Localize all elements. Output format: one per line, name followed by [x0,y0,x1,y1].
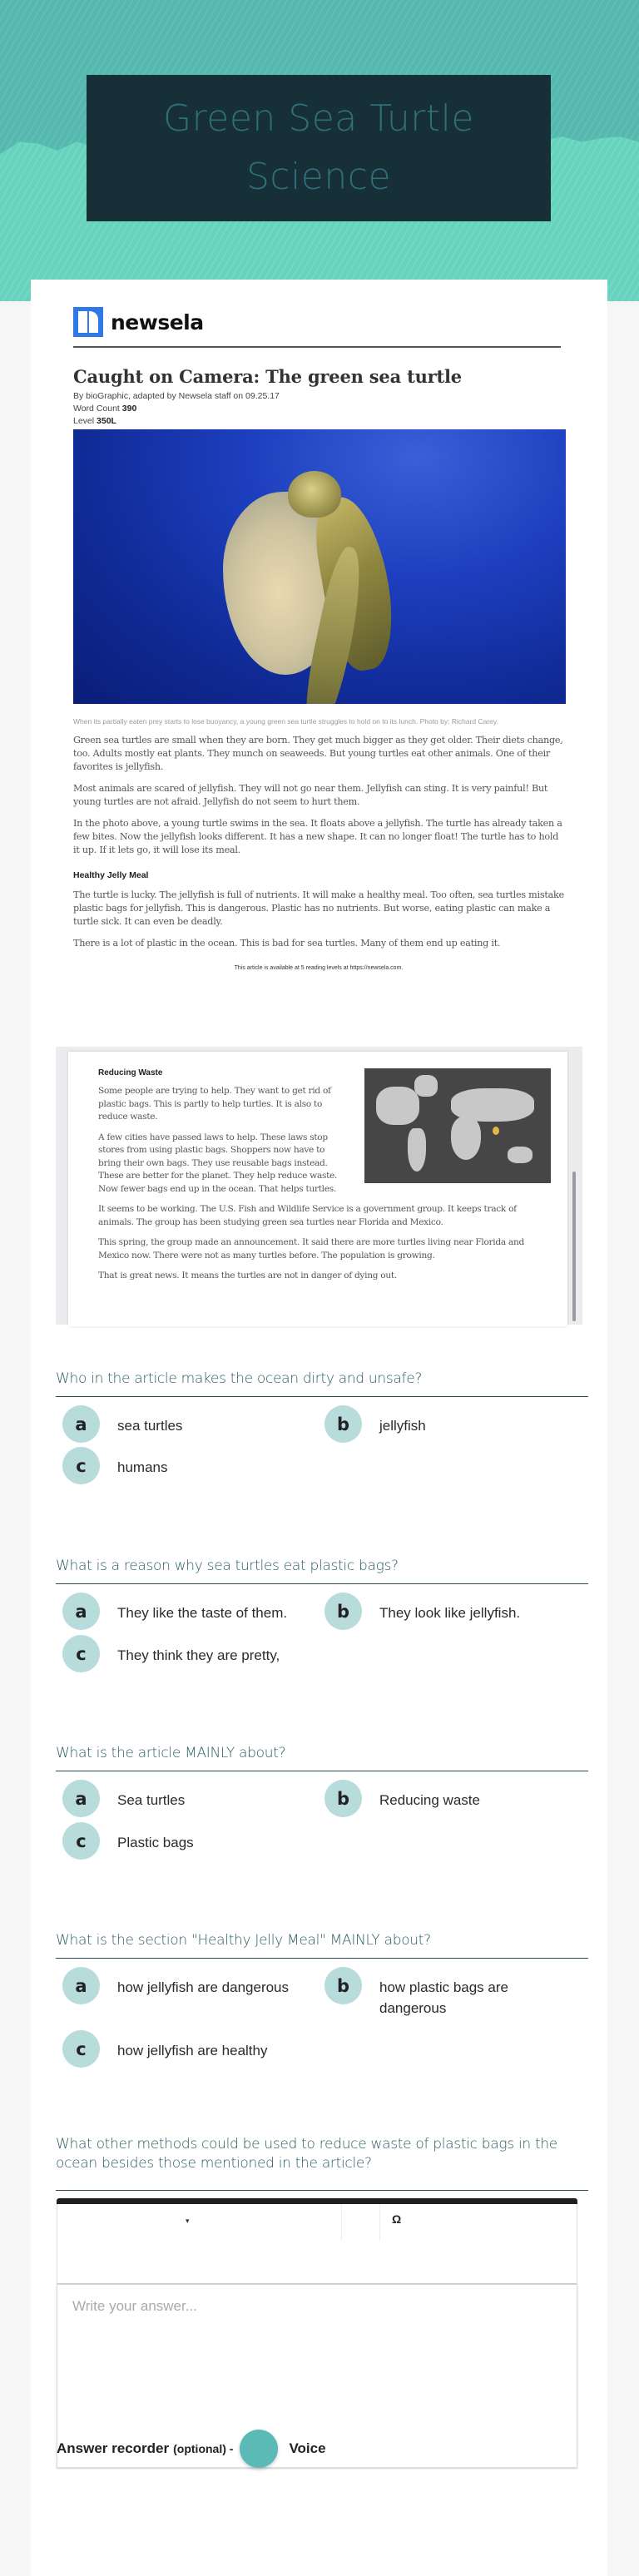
article-meta [73,390,564,428]
option-b[interactable] [324,1967,574,2019]
question-title: What is the section "Healthy Jelly Meal" MAINLY about? [56,1931,588,1959]
option-letter-bubble: c [62,1822,100,1860]
option-label: They think they are pretty, [117,1647,280,1663]
question-2 [56,1557,588,1664]
option-a[interactable] [62,1967,320,2004]
turtle-head-shape [288,471,341,518]
option-letter-bubble: a [62,1780,100,1817]
option-letter-bubble: a [62,1593,100,1630]
option-label: Reducing waste [379,1792,480,1808]
option-letter-bubble: c [62,1635,100,1672]
option-letter-bubble: a [62,1967,100,2004]
option-letter-bubble: c [62,1447,100,1484]
paragraph: A few cities have passed laws to help. These laws stop stores from using plastic bags. Shoppers now have to bring their own bags. They use reusable bags instead. These are better for the planet. They help reduce waste. Now fewer bags end up in the ocean. That helps turtles. [98,1132,338,1194]
option-label: They like the taste of them. [117,1605,288,1621]
editor-toolbar [57,2204,577,2285]
option-c[interactable] [62,2030,320,2068]
option-label: how plastic bags are dangerous [379,1979,508,2016]
rich-text-editor [57,2198,577,2468]
turtle-jellyfish-photo [73,429,566,704]
option-b[interactable] [324,1593,582,1630]
article-footer-note: This article is available at 5 reading levels at https://newsela.com. [234,965,404,971]
article-body [73,734,564,950]
voice-record-button[interactable] [240,2430,278,2468]
newsela-wordmark: newsela [111,310,204,334]
option-letter-bubble: b [324,1780,362,1817]
option-letter-bubble: a [62,1405,100,1443]
option-a[interactable] [62,1593,320,1630]
question-title: What other methods could be used to reduce waste of plastic bags in the ocean besides those mentioned in the article? [56,2135,588,2191]
paragraph: That is great news. It means the turtles are not in danger of dying out. [98,1271,397,1281]
answer-recorder [57,2430,326,2468]
option-letter-bubble: b [324,1593,362,1630]
newsela-logo [73,305,564,339]
option-label: humans [117,1459,168,1475]
special-character-omega-icon[interactable]: Ω [392,2212,402,2226]
page-header-banner [0,0,639,301]
question-5-essay [56,2135,588,2191]
option-label: They look like jellyfish. [379,1605,521,1621]
editor-toolbar-strip [57,2198,577,2204]
option-label: Sea turtles [117,1792,186,1808]
question-3 [56,1744,588,1851]
paragraph: Green sea turtles are small when they are born. They get much bigger as they get older. Their diets change, too. Adults mostly eat plants. They munch on seaweeds. But young turtles eat other animals. One of their favorites is jellyfish. [73,735,563,772]
paragraph: In the photo above, a young turtle swims in the sea. It floats above a jellyfish. The turtle has already taken a few bites. Now the jellyfish looks different. It has a new shape. It can no longer float! The turtle has to hold it up. If it lets go, it will lose its meal. [73,818,562,855]
viewer-scrollbar[interactable] [572,1172,576,1321]
option-c[interactable] [62,1635,320,1672]
map-africa [451,1117,481,1160]
map-south-america [408,1128,426,1172]
option-label: how jellyfish are dangerous [117,1979,290,1995]
recorder-label: Answer recorder [57,2440,170,2456]
map-highlight-marker [493,1127,499,1135]
recorder-optional-label: (optional) - [173,2442,234,2455]
option-b[interactable] [324,1780,582,1817]
paragraph: There is a lot of plastic in the ocean. This is bad for sea turtles. Many of them end up eating it. [73,938,501,949]
option-letter-bubble: c [62,2030,100,2068]
map-greenland [414,1075,438,1097]
option-label: sea turtles [117,1418,183,1434]
photo-caption: When its partially eaten prey starts to lose buoyancy, a young green sea turtle struggles to hold on to its lunch. Photo by: Richard Carey. [73,717,498,726]
option-a[interactable] [62,1405,320,1443]
option-label: jellyfish [379,1418,426,1434]
worksheet-card [31,280,607,2576]
option-a[interactable] [62,1780,320,1817]
paragraph: The turtle is lucky. The jellyfish is full of nutrients. It will make a healthy meal. Too often, sea turtles mistake plastic bags for jellyfish. This is dangerous. Plastic has no nutrients. But worse, eating plastic can make a turtle sick. It can even be deadly. [73,889,564,927]
paragraph: This spring, the group made an announcement. It said there are more turtles living near Florida and Mexico now. There were not as many turtles before. The population is growing. [98,1237,524,1261]
reading-level: Level 350L [73,416,116,426]
question-title: What is the article MAINLY about? [56,1744,588,1771]
option-label: how jellyfish are healthy [117,2043,268,2058]
header-divider [73,346,561,348]
option-letter-bubble: b [324,1967,362,2004]
option-label: Plastic bags [117,1835,194,1850]
question-4 [56,1931,588,2059]
section-heading: Healthy Jelly Meal [73,870,149,880]
format-dropdown-chevron-down-icon[interactable]: ▾ [186,2217,190,2225]
option-b[interactable] [324,1405,582,1443]
voice-label: Voice [289,2440,326,2456]
map-north-america [376,1087,419,1125]
paragraph: Most animals are scared of jellyfish. They will not go near them. Jellyfish can sting. It is very painful! But young turtles are not afraid. Jellyfish do not seem to hurt them. [73,783,548,807]
paragraph: Some people are trying to help. They want to get rid of plastic bags. This is partly to help turtles. It is also to reduce waste. [98,1086,331,1122]
byline: By bioGraphic, adapted by Newsela staff on 09.25.17 [73,391,280,401]
question-1 [56,1370,588,1476]
newsela-book-icon [73,307,103,337]
toolbar-divider [379,2204,380,2241]
option-c[interactable] [62,1822,320,1860]
word-count: Word Count 390 [73,404,137,414]
section-heading: Reducing Waste [98,1068,163,1077]
document-viewer[interactable] [56,1047,582,1325]
page-title: Green Sea Turtle Science [163,97,474,198]
article-document [73,305,564,971]
world-map-image [364,1068,551,1183]
answer-textarea[interactable]: Write your answer... [57,2285,577,2468]
article-title: Caught on Camera: The green sea turtle [73,366,462,387]
question-title: Who in the article makes the ocean dirty and unsafe? [56,1370,588,1397]
question-title: What is a reason why sea turtles eat plastic bags? [56,1557,588,1584]
map-australia [508,1147,532,1163]
title-box [87,75,551,221]
paragraph: It seems to be working. The U.S. Fish and Wildlife Service is a government group. It keeps track of animals. The group has been studying green sea turtles near Florida and Mexico. [98,1204,517,1227]
toolbar-divider [341,2204,342,2241]
document-page-2 [68,1052,567,1326]
option-letter-bubble: b [324,1405,362,1443]
option-c[interactable] [62,1447,320,1484]
